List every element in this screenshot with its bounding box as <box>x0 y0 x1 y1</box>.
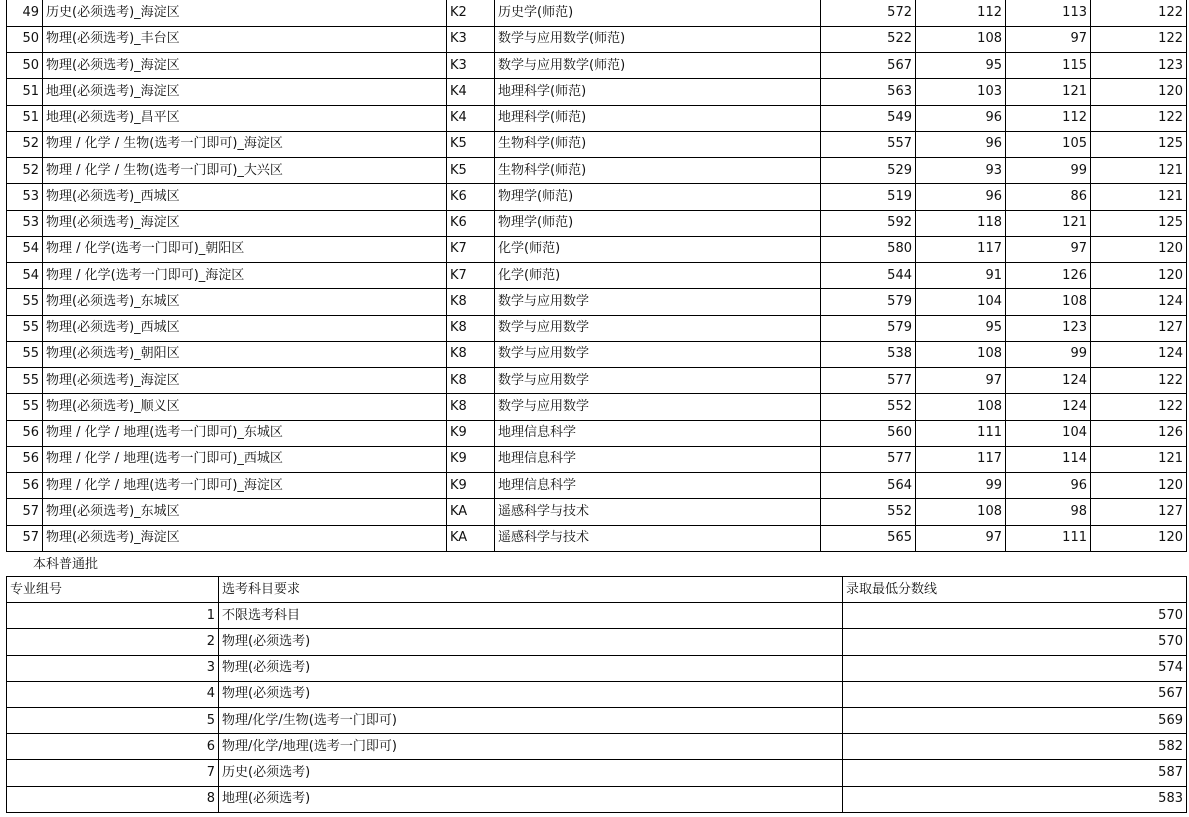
score-b-cell: 98 <box>1006 499 1091 525</box>
min-score-cell: 570 <box>843 629 1187 655</box>
total-score-cell: 557 <box>821 131 916 157</box>
subject-district-cell: 物理(必须选考)_朝阳区 <box>43 341 447 367</box>
group-code-cell: K9 <box>447 420 495 446</box>
total-score-cell: 577 <box>821 446 916 472</box>
group-code-cell: KA <box>447 499 495 525</box>
table-row <box>7 289 1187 315</box>
score-c-cell: 122 <box>1091 0 1187 26</box>
group-code-cell: K8 <box>447 315 495 341</box>
score-b-cell: 123 <box>1006 315 1091 341</box>
group-min-scores-table <box>6 576 1187 813</box>
table-row <box>7 315 1187 341</box>
score-c-cell: 120 <box>1091 473 1187 499</box>
table-row <box>7 26 1187 52</box>
score-b-cell: 124 <box>1006 394 1091 420</box>
score-a-cell: 108 <box>916 26 1006 52</box>
table-row <box>7 394 1187 420</box>
group-min-scores-body <box>7 603 1187 813</box>
group-number-cell: 55 <box>7 341 43 367</box>
subject-district-cell: 物理(必须选考)_西城区 <box>43 315 447 341</box>
total-score-cell: 567 <box>821 53 916 79</box>
score-a-cell: 104 <box>916 289 1006 315</box>
total-score-cell: 592 <box>821 210 916 236</box>
subject-district-cell: 物理 / 化学(选考一门即可)_海淀区 <box>43 263 447 289</box>
group-number-cell: 7 <box>7 760 219 786</box>
min-score-cell: 569 <box>843 707 1187 733</box>
group-number-cell: 53 <box>7 184 43 210</box>
major-cell: 数学与应用数学(师范) <box>495 53 821 79</box>
table-row <box>7 603 1187 629</box>
major-cell: 地理科学(师范) <box>495 105 821 131</box>
table-row <box>7 236 1187 262</box>
group-number-cell: 56 <box>7 420 43 446</box>
score-b-cell: 86 <box>1006 184 1091 210</box>
score-c-cell: 127 <box>1091 315 1187 341</box>
header-min-score: 录取最低分数线 <box>843 577 1187 603</box>
table-row <box>7 734 1187 760</box>
score-c-cell: 122 <box>1091 368 1187 394</box>
score-c-cell: 126 <box>1091 420 1187 446</box>
table-row <box>7 158 1187 184</box>
group-number-cell: 54 <box>7 263 43 289</box>
total-score-cell: 519 <box>821 184 916 210</box>
table-row <box>7 446 1187 472</box>
major-cell: 地理科学(师范) <box>495 79 821 105</box>
major-cell: 化学(师范) <box>495 236 821 262</box>
major-cell: 数学与应用数学 <box>495 315 821 341</box>
major-cell: 数学与应用数学 <box>495 394 821 420</box>
group-number-cell: 56 <box>7 446 43 472</box>
score-c-cell: 127 <box>1091 499 1187 525</box>
major-cell: 物理学(师范) <box>495 210 821 236</box>
subject-requirement-cell: 物理(必须选考) <box>219 629 843 655</box>
group-code-cell: KA <box>447 525 495 551</box>
subject-requirement-cell: 地理(必须选考) <box>219 786 843 812</box>
major-cell: 物理学(师范) <box>495 184 821 210</box>
score-a-cell: 91 <box>916 263 1006 289</box>
group-code-cell: K5 <box>447 131 495 157</box>
group-number-cell: 57 <box>7 499 43 525</box>
subject-district-cell: 物理 / 化学 / 地理(选考一门即可)_东城区 <box>43 420 447 446</box>
table-row <box>7 368 1187 394</box>
subject-district-cell: 物理(必须选考)_海淀区 <box>43 53 447 79</box>
group-code-cell: K4 <box>447 105 495 131</box>
group-number-cell: 3 <box>7 655 219 681</box>
group-code-cell: K3 <box>447 26 495 52</box>
group-number-cell: 51 <box>7 79 43 105</box>
total-score-cell: 549 <box>821 105 916 131</box>
table-row <box>7 79 1187 105</box>
score-b-cell: 121 <box>1006 79 1091 105</box>
admission-scores-body <box>7 0 1187 551</box>
table-row <box>7 105 1187 131</box>
subject-requirement-cell: 物理(必须选考) <box>219 681 843 707</box>
group-number-cell: 57 <box>7 525 43 551</box>
total-score-cell: 579 <box>821 315 916 341</box>
total-score-cell: 560 <box>821 420 916 446</box>
subject-requirement-cell: 物理/化学/生物(选考一门即可) <box>219 707 843 733</box>
group-number-cell: 54 <box>7 236 43 262</box>
total-score-cell: 563 <box>821 79 916 105</box>
group-code-cell: K8 <box>447 289 495 315</box>
group-number-cell: 56 <box>7 473 43 499</box>
total-score-cell: 522 <box>821 26 916 52</box>
group-code-cell: K6 <box>447 184 495 210</box>
subject-requirement-cell: 物理/化学/地理(选考一门即可) <box>219 734 843 760</box>
group-number-cell: 55 <box>7 368 43 394</box>
score-b-cell: 112 <box>1006 105 1091 131</box>
table-row <box>7 184 1187 210</box>
major-cell: 生物科学(师范) <box>495 158 821 184</box>
score-a-cell: 96 <box>916 105 1006 131</box>
score-a-cell: 108 <box>916 394 1006 420</box>
table-row <box>7 629 1187 655</box>
subject-requirement-cell: 不限选考科目 <box>219 603 843 629</box>
score-b-cell: 97 <box>1006 26 1091 52</box>
score-b-cell: 111 <box>1006 525 1091 551</box>
major-cell: 化学(师范) <box>495 263 821 289</box>
subject-district-cell: 历史(必须选考)_海淀区 <box>43 0 447 26</box>
table-row <box>7 760 1187 786</box>
table-row <box>7 0 1187 26</box>
score-a-cell: 95 <box>916 315 1006 341</box>
group-number-cell: 55 <box>7 315 43 341</box>
major-cell: 遥感科学与技术 <box>495 499 821 525</box>
group-code-cell: K6 <box>447 210 495 236</box>
group-code-cell: K9 <box>447 446 495 472</box>
score-c-cell: 120 <box>1091 263 1187 289</box>
subject-requirement-cell: 历史(必须选考) <box>219 760 843 786</box>
total-score-cell: 552 <box>821 394 916 420</box>
table-header-row <box>7 577 1187 603</box>
total-score-cell: 544 <box>821 263 916 289</box>
major-cell: 数学与应用数学(师范) <box>495 26 821 52</box>
subject-district-cell: 物理(必须选考)_丰台区 <box>43 26 447 52</box>
table-row <box>7 210 1187 236</box>
batch-title: 本科普通批 <box>33 557 99 572</box>
min-score-cell: 582 <box>843 734 1187 760</box>
admission-scores-table <box>6 0 1187 552</box>
score-b-cell: 105 <box>1006 131 1091 157</box>
total-score-cell: 552 <box>821 499 916 525</box>
table-row <box>7 499 1187 525</box>
subject-district-cell: 物理 / 化学(选考一门即可)_朝阳区 <box>43 236 447 262</box>
subject-district-cell: 物理(必须选考)_东城区 <box>43 289 447 315</box>
group-code-cell: K4 <box>447 79 495 105</box>
score-c-cell: 120 <box>1091 79 1187 105</box>
table-row <box>7 681 1187 707</box>
major-cell: 地理信息科学 <box>495 473 821 499</box>
score-a-cell: 117 <box>916 446 1006 472</box>
table-row <box>7 473 1187 499</box>
min-score-cell: 574 <box>843 655 1187 681</box>
score-a-cell: 117 <box>916 236 1006 262</box>
subject-district-cell: 物理(必须选考)_西城区 <box>43 184 447 210</box>
header-group-number: 专业组号 <box>7 577 219 603</box>
table-row <box>7 341 1187 367</box>
min-score-cell: 583 <box>843 786 1187 812</box>
group-number-cell: 50 <box>7 53 43 79</box>
subject-district-cell: 物理(必须选考)_海淀区 <box>43 210 447 236</box>
table-row <box>7 525 1187 551</box>
total-score-cell: 529 <box>821 158 916 184</box>
group-code-cell: K8 <box>447 368 495 394</box>
score-a-cell: 118 <box>916 210 1006 236</box>
total-score-cell: 538 <box>821 341 916 367</box>
group-number-cell: 55 <box>7 289 43 315</box>
score-c-cell: 120 <box>1091 236 1187 262</box>
total-score-cell: 579 <box>821 289 916 315</box>
score-c-cell: 120 <box>1091 525 1187 551</box>
group-code-cell: K3 <box>447 53 495 79</box>
total-score-cell: 580 <box>821 236 916 262</box>
group-number-cell: 8 <box>7 786 219 812</box>
group-number-cell: 50 <box>7 26 43 52</box>
score-b-cell: 114 <box>1006 446 1091 472</box>
subject-district-cell: 地理(必须选考)_海淀区 <box>43 79 447 105</box>
score-c-cell: 121 <box>1091 158 1187 184</box>
subject-requirement-cell: 物理(必须选考) <box>219 655 843 681</box>
table-row <box>7 655 1187 681</box>
score-a-cell: 96 <box>916 131 1006 157</box>
score-c-cell: 123 <box>1091 53 1187 79</box>
score-a-cell: 95 <box>916 53 1006 79</box>
group-number-cell: 5 <box>7 707 219 733</box>
total-score-cell: 577 <box>821 368 916 394</box>
group-number-cell: 1 <box>7 603 219 629</box>
group-number-cell: 2 <box>7 629 219 655</box>
table-row <box>7 53 1187 79</box>
score-b-cell: 126 <box>1006 263 1091 289</box>
subject-district-cell: 物理(必须选考)_海淀区 <box>43 368 447 394</box>
score-b-cell: 115 <box>1006 53 1091 79</box>
total-score-cell: 572 <box>821 0 916 26</box>
total-score-cell: 564 <box>821 473 916 499</box>
score-b-cell: 99 <box>1006 158 1091 184</box>
group-number-cell: 52 <box>7 158 43 184</box>
score-a-cell: 111 <box>916 420 1006 446</box>
table-row <box>7 263 1187 289</box>
subject-district-cell: 地理(必须选考)_昌平区 <box>43 105 447 131</box>
score-a-cell: 96 <box>916 184 1006 210</box>
score-c-cell: 124 <box>1091 341 1187 367</box>
major-cell: 数学与应用数学 <box>495 368 821 394</box>
score-c-cell: 121 <box>1091 184 1187 210</box>
major-cell: 数学与应用数学 <box>495 289 821 315</box>
group-number-cell: 51 <box>7 105 43 131</box>
subject-district-cell: 物理(必须选考)_顺义区 <box>43 394 447 420</box>
score-c-cell: 122 <box>1091 394 1187 420</box>
group-code-cell: K9 <box>447 473 495 499</box>
major-cell: 生物科学(师范) <box>495 131 821 157</box>
score-b-cell: 113 <box>1006 0 1091 26</box>
min-score-cell: 570 <box>843 603 1187 629</box>
subject-district-cell: 物理(必须选考)_东城区 <box>43 499 447 525</box>
score-c-cell: 121 <box>1091 446 1187 472</box>
subject-district-cell: 物理 / 化学 / 生物(选考一门即可)_海淀区 <box>43 131 447 157</box>
score-b-cell: 97 <box>1006 236 1091 262</box>
min-score-cell: 567 <box>843 681 1187 707</box>
score-b-cell: 124 <box>1006 368 1091 394</box>
group-number-cell: 4 <box>7 681 219 707</box>
table-row <box>7 131 1187 157</box>
major-cell: 历史学(师范) <box>495 0 821 26</box>
major-cell: 遥感科学与技术 <box>495 525 821 551</box>
score-a-cell: 108 <box>916 499 1006 525</box>
subject-district-cell: 物理 / 化学 / 地理(选考一门即可)_海淀区 <box>43 473 447 499</box>
score-a-cell: 97 <box>916 368 1006 394</box>
group-code-cell: K8 <box>447 394 495 420</box>
total-score-cell: 565 <box>821 525 916 551</box>
group-number-cell: 6 <box>7 734 219 760</box>
score-b-cell: 121 <box>1006 210 1091 236</box>
group-code-cell: K8 <box>447 341 495 367</box>
score-a-cell: 99 <box>916 473 1006 499</box>
score-a-cell: 97 <box>916 525 1006 551</box>
header-subject-requirement: 选考科目要求 <box>219 577 843 603</box>
group-code-cell: K7 <box>447 263 495 289</box>
major-cell: 地理信息科学 <box>495 446 821 472</box>
subject-district-cell: 物理 / 化学 / 生物(选考一门即可)_大兴区 <box>43 158 447 184</box>
table-row <box>7 786 1187 812</box>
table-row <box>7 420 1187 446</box>
major-cell: 数学与应用数学 <box>495 341 821 367</box>
group-code-cell: K5 <box>447 158 495 184</box>
group-number-cell: 53 <box>7 210 43 236</box>
score-b-cell: 104 <box>1006 420 1091 446</box>
score-a-cell: 112 <box>916 0 1006 26</box>
major-cell: 地理信息科学 <box>495 420 821 446</box>
group-number-cell: 55 <box>7 394 43 420</box>
group-number-cell: 52 <box>7 131 43 157</box>
group-number-cell: 49 <box>7 0 43 26</box>
score-b-cell: 99 <box>1006 341 1091 367</box>
score-a-cell: 93 <box>916 158 1006 184</box>
score-c-cell: 122 <box>1091 105 1187 131</box>
score-c-cell: 124 <box>1091 289 1187 315</box>
subject-district-cell: 物理 / 化学 / 地理(选考一门即可)_西城区 <box>43 446 447 472</box>
score-c-cell: 125 <box>1091 131 1187 157</box>
score-a-cell: 108 <box>916 341 1006 367</box>
table-row <box>7 707 1187 733</box>
score-a-cell: 103 <box>916 79 1006 105</box>
group-code-cell: K2 <box>447 0 495 26</box>
subject-district-cell: 物理(必须选考)_海淀区 <box>43 525 447 551</box>
score-b-cell: 96 <box>1006 473 1091 499</box>
group-code-cell: K7 <box>447 236 495 262</box>
min-score-cell: 587 <box>843 760 1187 786</box>
score-c-cell: 125 <box>1091 210 1187 236</box>
score-c-cell: 122 <box>1091 26 1187 52</box>
score-b-cell: 108 <box>1006 289 1091 315</box>
